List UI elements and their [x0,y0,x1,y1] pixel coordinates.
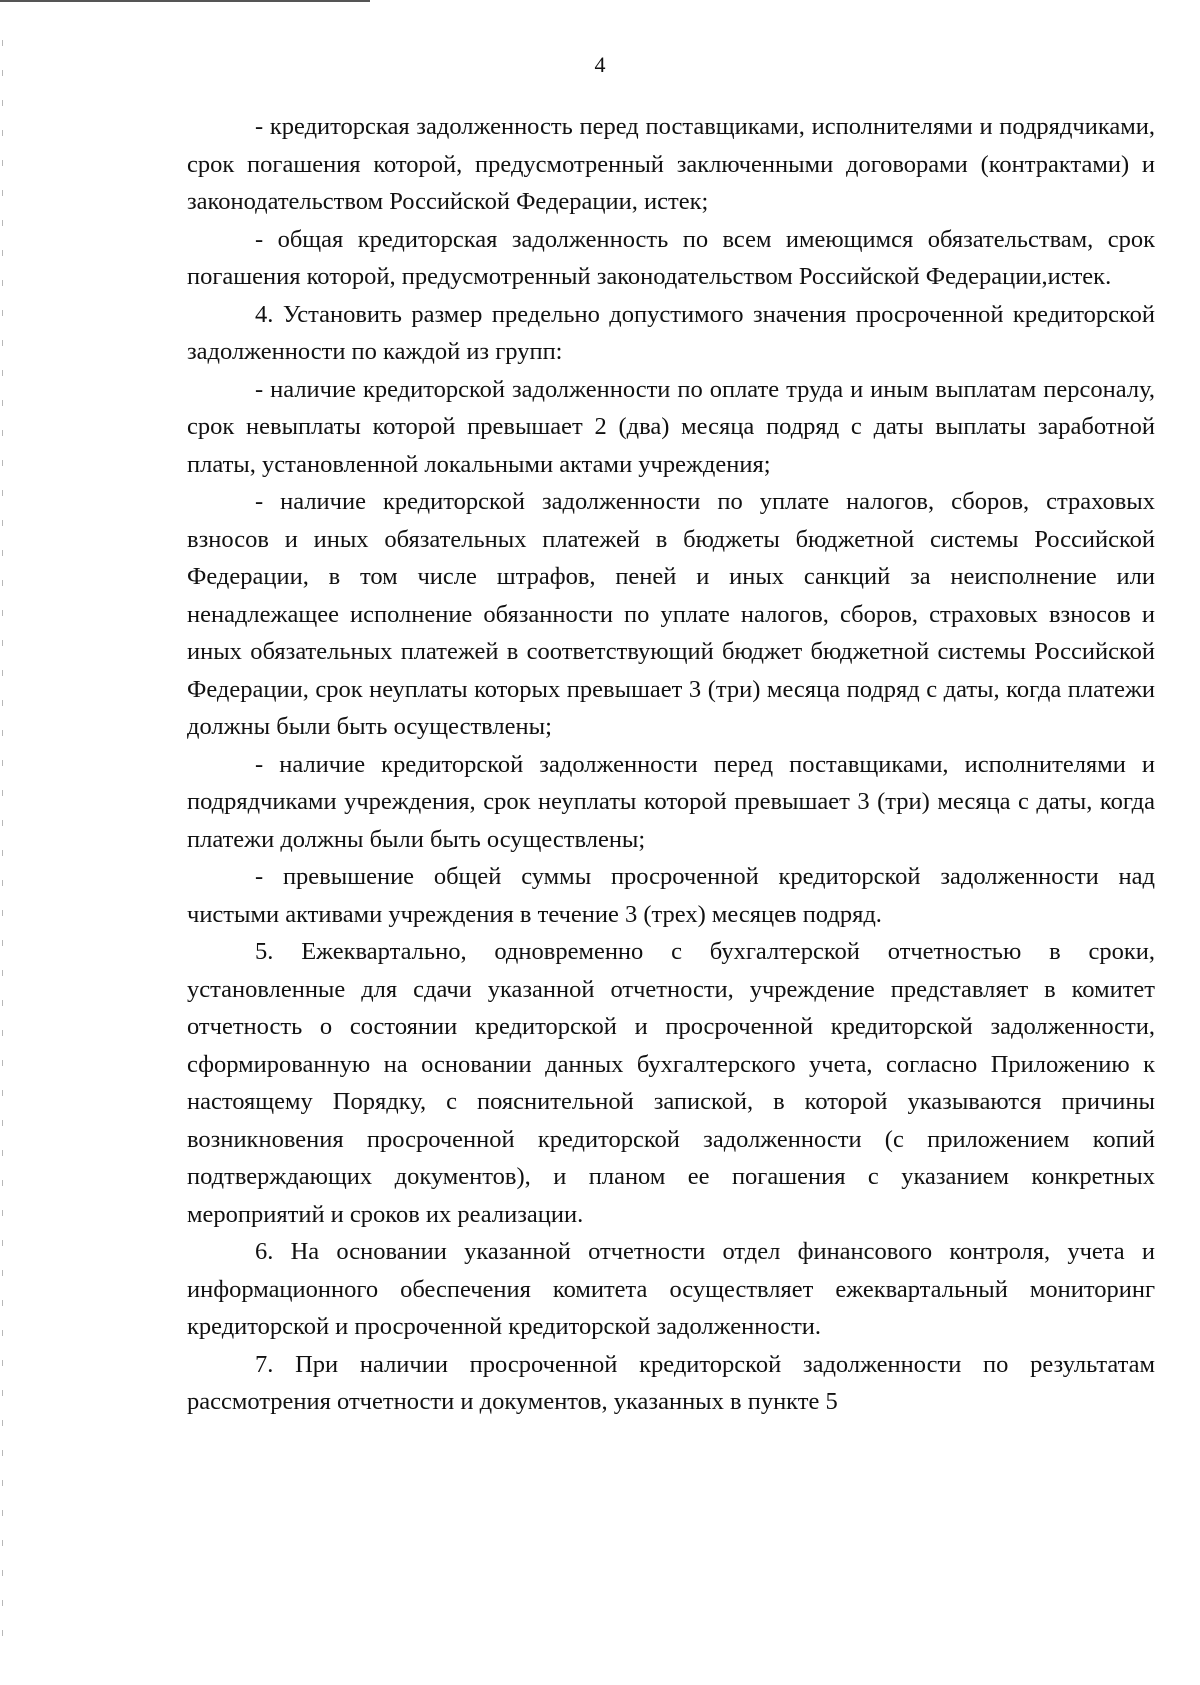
document-body [187,108,1155,1421]
page-number: 4 [594,52,606,77]
paragraph: 6. На основании указанной отчетности отдел финансового контроля, учета и информационного обеспечения комитета осуществляет ежеквартальный мониторинг кредиторской и просроченной кредиторской задолженности. [187,1238,1155,1340]
paragraph: 4. Установить размер предельно допустимого значения просроченной кредиторской задолженности по каждой из групп: [187,300,1155,365]
scan-left-margin [2,40,3,1640]
paragraph: - наличие кредиторской задолженности перед поставщиками, исполнителями и подрядчиками учреждения, срок неуплаты которой превышает 3 (три) месяца с даты, когда платежи должны были быть осуществлены; [187,750,1155,853]
paragraph: 7. При наличии просроченной кредиторской задолженности по результатам рассмотрения отчетности и документов, указанных в пункте 5 [187,1350,1155,1415]
paragraph: - общая кредиторская задолженность по всем имеющимся обязательствам, срок погашения которой, предусмотренный законодательством Российской Федерации,истек. [187,225,1155,290]
paragraph: - наличие кредиторской задолженности по уплате налогов, сборов, страховых взносов и иных обязательных платежей в бюджеты бюджетной системы Российской Федерации, в том числе штрафов, пеней и иных санкций за неисполнение или ненадлежащее исполнение обязанности по уплате налогов, сборов, страховых взносов и иных обязательных платежей в соответствующий бюджет бюджетной системы Российской Федерации, срок неуплаты которых превышает 3 (три) месяца подряд с даты, когда платежи должны были быть осуществлены; [187,488,1155,740]
paragraph: - наличие кредиторской задолженности по оплате труда и иным выплатам персоналу, срок невыплаты которой превышает 2 (два) месяца подряд с даты выплаты заработной платы, установленной локальными актами учреждения; [187,375,1155,478]
paragraph: - превышение общей суммы просроченной кредиторской задолженности над чистыми активами учреждения в течение 3 (трех) месяцев подряд. [187,863,1155,928]
paragraph: 5. Ежеквартально, одновременно с бухгалтерской отчетностью в сроки, установленные для сдачи указанной отчетности, учреждение представляет в комитет отчетность о состоянии кредиторской и просроченной кредиторской задолженности, сформированную на основании данных бухгалтерского учета, согласно Приложению к настоящему Порядку, с пояснительной запиской, в которой указываются причины возникновения просроченной кредиторской задолженности (с приложением копий подтверждающих документов), и планом ее погашения с указанием конкретных мероприятий и сроков их реализации. [187,938,1155,1228]
scan-edge-line [0,0,370,2]
paragraph: - кредиторская задолженность перед поставщиками, исполнителями и подрядчиками, срок погашения которой, предусмотренный заключенными договорами (контрактами) и законодательством Российской Федерации, истек; [187,113,1155,215]
